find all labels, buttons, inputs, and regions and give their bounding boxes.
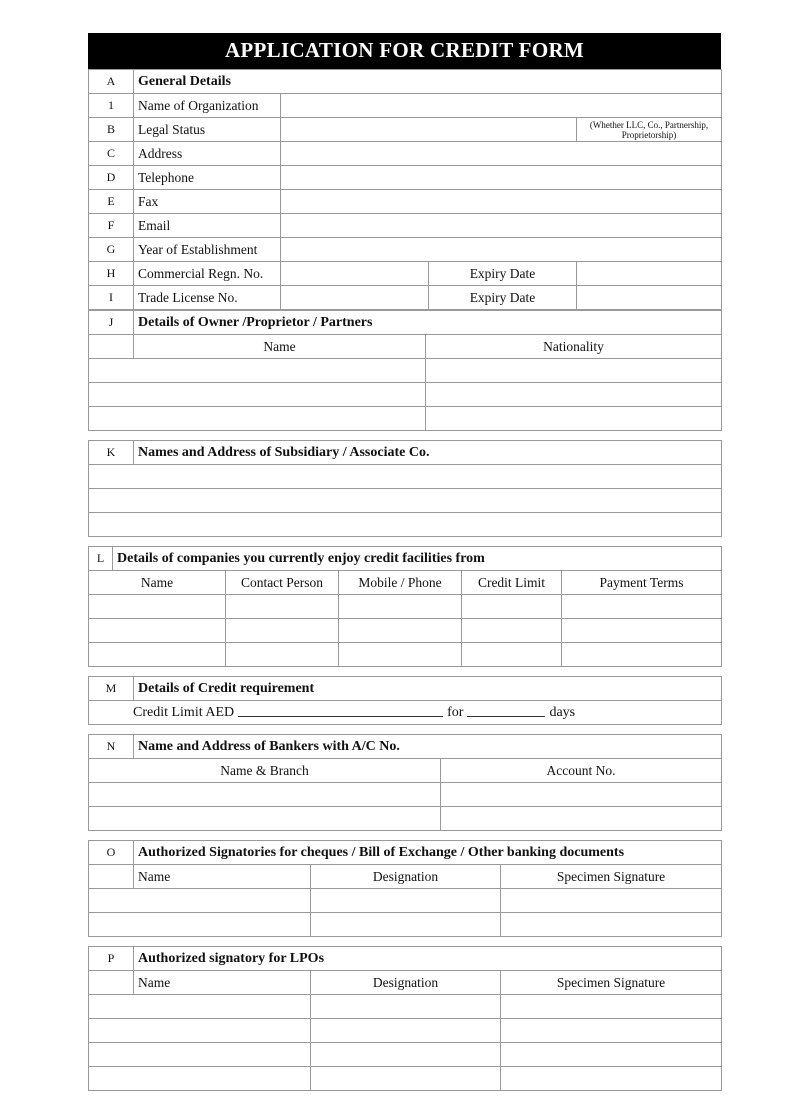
field-lpo-signatory-name[interactable] (89, 1043, 311, 1067)
section-m-header-row (89, 677, 722, 701)
table-row (89, 889, 722, 913)
table-row (89, 1019, 722, 1043)
field-commercial-regn-no[interactable] (281, 262, 429, 286)
table-row (89, 913, 722, 937)
section-spacer (88, 725, 721, 734)
field-mobile-phone[interactable] (339, 643, 462, 667)
field-telephone[interactable] (281, 166, 722, 190)
section-n-bankers (88, 734, 722, 831)
column-header-nationality: Nationality (426, 335, 722, 359)
field-credit-limit[interactable] (462, 643, 562, 667)
section-o-title: Authorized Signatories for cheques / Bill of Exchange / Other banking documents (134, 841, 722, 865)
table-row (89, 489, 722, 513)
table-row (89, 513, 722, 537)
field-company-name[interactable] (89, 595, 226, 619)
row-letter: C (89, 142, 134, 166)
credit-application-form (88, 33, 721, 1091)
table-row (89, 619, 722, 643)
section-spacer (88, 937, 721, 946)
section-spacer (88, 431, 721, 440)
section-m-title: Details of Credit requirement (134, 677, 722, 701)
table-row (89, 807, 722, 831)
credit-limit-days-input[interactable] (467, 716, 545, 717)
section-n-letter: N (89, 735, 134, 759)
row-fax (89, 190, 722, 214)
table-row (89, 783, 722, 807)
column-header-name: Name (134, 971, 311, 995)
row-letter: F (89, 214, 134, 238)
trade-license-expiry-label: Expiry Date (429, 286, 577, 310)
section-p-letter: P (89, 947, 134, 971)
field-fax[interactable] (281, 190, 722, 214)
field-year-of-establishment[interactable] (281, 238, 722, 262)
row-email (89, 214, 722, 238)
field-lpo-signatory-name[interactable] (89, 995, 311, 1019)
credit-limit-line-text (93, 705, 575, 720)
field-contact-person[interactable] (226, 643, 339, 667)
blank-corner-cell (89, 335, 134, 359)
section-a-title: General Details (134, 70, 722, 94)
field-owner-name[interactable] (89, 383, 426, 407)
table-row (89, 1067, 722, 1091)
field-signatory-specimen[interactable] (501, 913, 722, 937)
section-spacer (88, 537, 721, 546)
row-label: Telephone (134, 166, 281, 190)
table-row (89, 643, 722, 667)
field-bank-name-branch[interactable] (89, 783, 441, 807)
field-subsidiary-address[interactable] (89, 489, 722, 513)
column-header-specimen-signature: Specimen Signature (501, 865, 722, 889)
section-p-title: Authorized signatory for LPOs (134, 947, 722, 971)
section-k-title: Names and Address of Subsidiary / Associate Co. (134, 441, 722, 465)
credit-limit-suffix: days (549, 705, 576, 721)
row-letter: B (89, 118, 134, 142)
field-lpo-signatory-specimen[interactable] (501, 995, 722, 1019)
row-trade-license-no (89, 286, 722, 310)
section-o-authorized-signatories (88, 840, 722, 937)
field-lpo-signatory-specimen[interactable] (501, 1067, 722, 1091)
field-lpo-signatory-name[interactable] (89, 1067, 311, 1091)
field-company-name[interactable] (89, 643, 226, 667)
section-p-lpo-signatories (88, 946, 722, 1091)
section-n-header-row (89, 735, 722, 759)
row-label: Email (134, 214, 281, 238)
section-n-title: Name and Address of Bankers with A/C No. (134, 735, 722, 759)
field-signatory-name[interactable] (89, 913, 311, 937)
section-k-subsidiary (88, 440, 722, 537)
column-header-payment-terms: Payment Terms (562, 571, 722, 595)
credit-limit-amount-input[interactable] (238, 716, 443, 717)
column-header-credit-limit: Credit Limit (462, 571, 562, 595)
table-row (89, 465, 722, 489)
field-mobile-phone[interactable] (339, 595, 462, 619)
field-bank-name-branch[interactable] (89, 807, 441, 831)
field-owner-name[interactable] (89, 407, 426, 431)
field-payment-terms[interactable] (562, 619, 722, 643)
column-header-specimen-signature: Specimen Signature (501, 971, 722, 995)
field-lpo-signatory-designation[interactable] (311, 1043, 501, 1067)
field-address[interactable] (281, 142, 722, 166)
column-header-designation: Designation (311, 865, 501, 889)
field-trade-license-expiry-date[interactable] (577, 286, 722, 310)
field-trade-license-no[interactable] (281, 286, 429, 310)
field-subsidiary-address[interactable] (89, 513, 722, 537)
row-letter: G (89, 238, 134, 262)
column-header-name: Name (134, 335, 426, 359)
table-row (89, 595, 722, 619)
field-credit-limit[interactable] (462, 619, 562, 643)
section-p-column-headers (89, 971, 722, 995)
row-label: Fax (134, 190, 281, 214)
field-lpo-signatory-designation[interactable] (311, 995, 501, 1019)
row-label: Name of Organization (134, 94, 281, 118)
field-commercial-regn-expiry-date[interactable] (577, 262, 722, 286)
section-j-letter: J (89, 311, 134, 335)
field-signatory-specimen[interactable] (501, 889, 722, 913)
field-email[interactable] (281, 214, 722, 238)
field-lpo-signatory-specimen[interactable] (501, 1043, 722, 1067)
row-label: Commercial Regn. No. (134, 262, 281, 286)
field-contact-person[interactable] (226, 619, 339, 643)
field-owner-nationality[interactable] (426, 407, 722, 431)
row-address (89, 142, 722, 166)
field-credit-limit[interactable] (462, 595, 562, 619)
section-l-credit-facilities (88, 546, 722, 667)
section-spacer (88, 831, 721, 840)
field-owner-nationality[interactable] (426, 383, 722, 407)
blank-corner-cell (89, 971, 134, 995)
table-row (89, 359, 722, 383)
section-k-letter: K (89, 441, 134, 465)
row-year-of-establishment (89, 238, 722, 262)
column-header-account-no: Account No. (441, 759, 722, 783)
form-title: APPLICATION FOR CREDIT FORM (88, 33, 721, 69)
column-header-designation: Designation (311, 971, 501, 995)
row-name-of-organization (89, 94, 722, 118)
field-signatory-designation[interactable] (311, 913, 501, 937)
row-letter: H (89, 262, 134, 286)
column-header-name: Name (134, 865, 311, 889)
column-header-name: Name (89, 571, 226, 595)
section-o-header-row (89, 841, 722, 865)
section-m-credit-requirement (88, 676, 722, 725)
row-letter: E (89, 190, 134, 214)
section-l-title: Details of companies you currently enjoy credit facilities from (113, 547, 722, 571)
section-o-column-headers (89, 865, 722, 889)
section-n-column-headers (89, 759, 722, 783)
section-p-header-row (89, 947, 722, 971)
field-signatory-designation[interactable] (311, 889, 501, 913)
section-a-general-details (88, 69, 722, 310)
credit-limit-middle: for (447, 705, 464, 721)
field-company-name[interactable] (89, 619, 226, 643)
table-row (89, 407, 722, 431)
credit-limit-prefix: Credit Limit AED (133, 705, 235, 721)
table-row (89, 383, 722, 407)
field-owner-nationality[interactable] (426, 359, 722, 383)
row-legal-status (89, 118, 722, 142)
field-lpo-signatory-designation[interactable] (311, 1019, 501, 1043)
section-l-column-headers (89, 571, 722, 595)
field-payment-terms[interactable] (562, 643, 722, 667)
row-label: Year of Establishment (134, 238, 281, 262)
field-signatory-name[interactable] (89, 889, 311, 913)
section-m-letter: M (89, 677, 134, 701)
row-label: Address (134, 142, 281, 166)
legal-status-note: (Whether LLC, Co., Partnership, Proprietorship) (577, 118, 722, 142)
field-owner-name[interactable] (89, 359, 426, 383)
section-j-column-headers (89, 335, 722, 359)
field-subsidiary-address[interactable] (89, 465, 722, 489)
section-k-header-row (89, 441, 722, 465)
field-payment-terms[interactable] (562, 595, 722, 619)
section-a-letter: A (89, 70, 134, 94)
field-bank-account-no[interactable] (441, 807, 722, 831)
field-name-of-organization[interactable] (281, 94, 722, 118)
credit-limit-line (89, 701, 722, 725)
commercial-regn-expiry-label: Expiry Date (429, 262, 577, 286)
credit-requirement-row (89, 701, 722, 725)
row-letter: 1 (89, 94, 134, 118)
table-row (89, 1043, 722, 1067)
field-lpo-signatory-specimen[interactable] (501, 1019, 722, 1043)
row-label: Legal Status (134, 118, 281, 142)
blank-corner-cell (89, 865, 134, 889)
row-letter: I (89, 286, 134, 310)
column-header-mobile-phone: Mobile / Phone (339, 571, 462, 595)
section-l-letter: L (89, 547, 113, 571)
row-label: Trade License No. (134, 286, 281, 310)
section-j-header-row (89, 311, 722, 335)
field-mobile-phone[interactable] (339, 619, 462, 643)
row-commercial-regn-no (89, 262, 722, 286)
field-bank-account-no[interactable] (441, 783, 722, 807)
table-row (89, 995, 722, 1019)
section-a-header-row (89, 70, 722, 94)
section-l-header-row (89, 547, 722, 571)
section-j-owner-details (88, 310, 722, 431)
column-header-contact-person: Contact Person (226, 571, 339, 595)
field-contact-person[interactable] (226, 595, 339, 619)
field-lpo-signatory-designation[interactable] (311, 1067, 501, 1091)
field-lpo-signatory-name[interactable] (89, 1019, 311, 1043)
column-header-name-branch: Name & Branch (89, 759, 441, 783)
row-letter: D (89, 166, 134, 190)
section-j-title: Details of Owner /Proprietor / Partners (134, 311, 722, 335)
field-legal-status[interactable] (281, 118, 577, 142)
row-telephone (89, 166, 722, 190)
section-o-letter: O (89, 841, 134, 865)
section-spacer (88, 667, 721, 676)
